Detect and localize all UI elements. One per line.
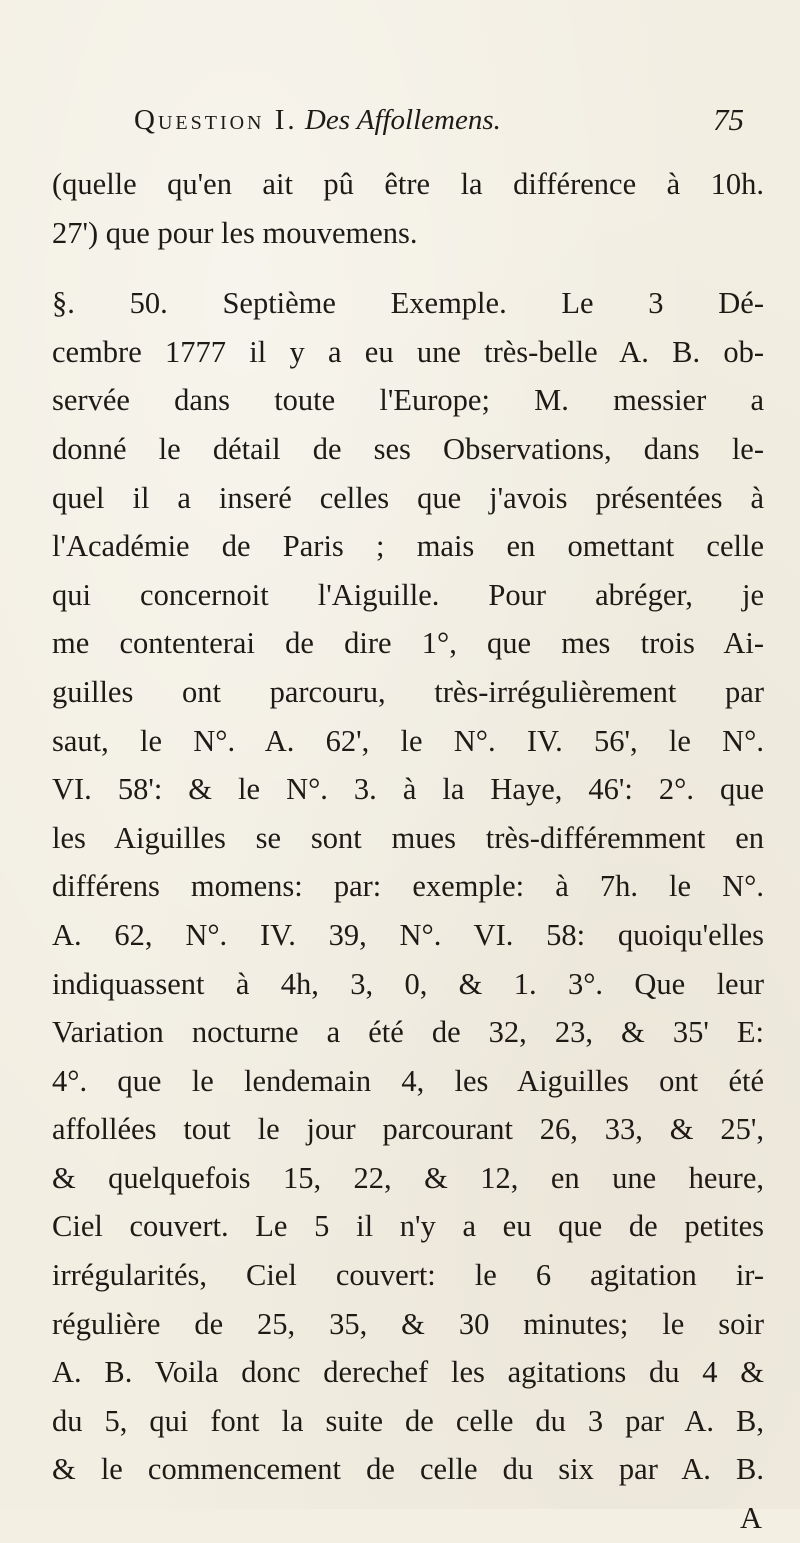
text-line: cembre 1777 il y a eu une très-belle A. B. ob- <box>52 334 764 369</box>
text-line: l'Académie de Paris ; mais en omettant celle <box>52 529 764 564</box>
page-number: 75 <box>713 102 744 137</box>
running-head-question: Question I. <box>134 104 298 136</box>
text-line: quel il a inseré celles que j'avois présentées à <box>52 480 764 515</box>
text-line: différens momens: par: exemple: à 7h. le N°. <box>52 869 764 904</box>
text-line: irrégularités, Ciel couvert: le 6 agitation ir- <box>52 1258 764 1293</box>
running-head <box>134 98 774 142</box>
text-line: & le commencement de celle du six par A. B. <box>52 1452 764 1487</box>
text-line: régulière de 25, 35, & 30 minutes; le soir <box>52 1306 764 1341</box>
running-head-title: Des Affollemens. <box>304 104 501 136</box>
catchword: A <box>739 1501 762 1536</box>
text-line: les Aiguilles se sont mues très-différemment en <box>52 820 764 855</box>
text-line: saut, le N°. A. 62', le N°. IV. 56', le N°. <box>52 723 764 758</box>
text-line: affollées tout le jour parcourant 26, 33, & 25', <box>52 1112 764 1147</box>
text-line: VI. 58': & le N°. 3. à la Haye, 46': 2°. que <box>52 772 764 807</box>
text-line: du 5, qui font la suite de celle du 3 par A. B, <box>52 1403 764 1438</box>
text-line: servée dans toute l'Europe; M. messier a <box>52 383 764 418</box>
text-line: Variation nocturne a été de 32, 23, & 35' E: <box>52 1015 764 1050</box>
text-line: & quelquefois 15, 22, & 12, en une heure, <box>52 1160 764 1195</box>
text-line: 27') que pour les mouvemens. <box>52 215 418 250</box>
text-line: donné le détail de ses Observations, dans le- <box>52 431 764 466</box>
text-line: indiquassent à 4h, 3, 0, & 1. 3°. Que leur <box>52 966 764 1001</box>
text-line: guilles ont parcouru, très-irrégulièrement par <box>52 674 764 709</box>
text-line: §. 50. Septième Exemple. Le 3 Dé- <box>52 286 764 321</box>
body-text <box>52 160 764 1543</box>
text-line: me contenterai de dire 1°, que mes trois Ai- <box>52 626 764 661</box>
text-line: (quelle qu'en ait pû être la différence à 10h. <box>52 167 764 201</box>
text-line: qui concernoit l'Aiguille. Pour abréger, je <box>52 577 764 612</box>
text-line: Ciel couvert. Le 5 il n'y a eu que de petites <box>52 1209 764 1244</box>
text-line: 4°. que le lendemain 4, les Aiguilles ont été <box>52 1063 764 1098</box>
text-line: A. B. Voila donc derechef les agitations du 4 & <box>52 1355 764 1390</box>
text-line: A. 62, N°. IV. 39, N°. VI. 58: quoiqu'elles <box>52 917 764 952</box>
